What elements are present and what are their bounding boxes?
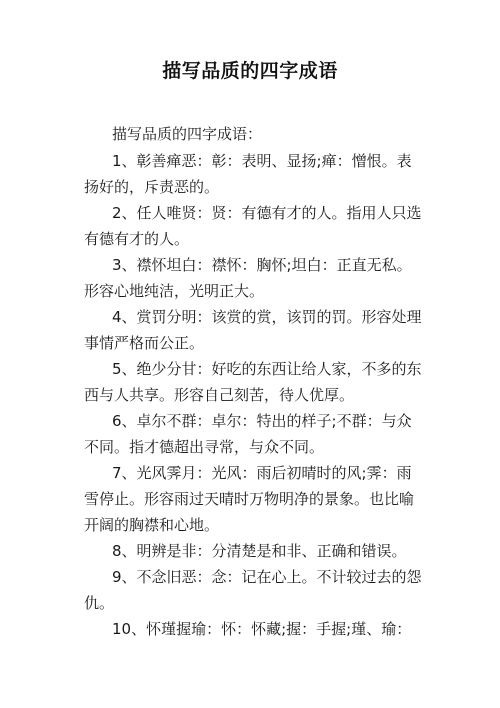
intro-line: 描写品质的四字成语： <box>112 125 263 143</box>
document-body <box>84 148 424 642</box>
idiom-paragraph-1: 1、彰善瘅恶：彰：表明、显扬;瘅：憎恨。表扬好的，斥责恶的。 <box>84 152 412 196</box>
idiom-paragraph-8: 8、明辨是非：分清楚是和非、正确和错误。 <box>112 542 407 560</box>
idiom-paragraph-7: 7、光风霁月：光风：雨后初晴时的风;霁：雨雪停止。形容雨过天晴时万物明净的景象。也比喻开阔的胸襟和心地。 <box>84 464 415 534</box>
idiom-paragraph-10: 10、怀瑾握瑜：怀：怀藏;握：手握;瑾、瑜： <box>112 620 412 638</box>
idiom-paragraph-3: 3、襟怀坦白：襟怀：胸怀;坦白：正直无私。形容心地纯洁，光明正大。 <box>84 256 412 300</box>
idiom-paragraph-4: 4、赏罚分明：该赏的赏，该罚的罚。形容处理事情严格而公正。 <box>84 308 422 352</box>
document-title: 描写品质的四字成语 <box>162 60 338 82</box>
idiom-paragraph-9: 9、不念旧恶：念：记在心上。不计较过去的怨仇。 <box>84 568 422 612</box>
idiom-paragraph-5: 5、绝少分甘：好吃的东西让给人家，不多的东西与人共享。形容自己刻苦，待人优厚。 <box>84 360 422 404</box>
idiom-paragraph-6: 6、卓尔不群：卓尔：特出的样子;不群：与众不同。指才德超出寻常，与众不同。 <box>84 412 412 456</box>
idiom-paragraph-2: 2、任人唯贤：贤：有德有才的人。指用人只选有德有才的人。 <box>84 204 422 248</box>
